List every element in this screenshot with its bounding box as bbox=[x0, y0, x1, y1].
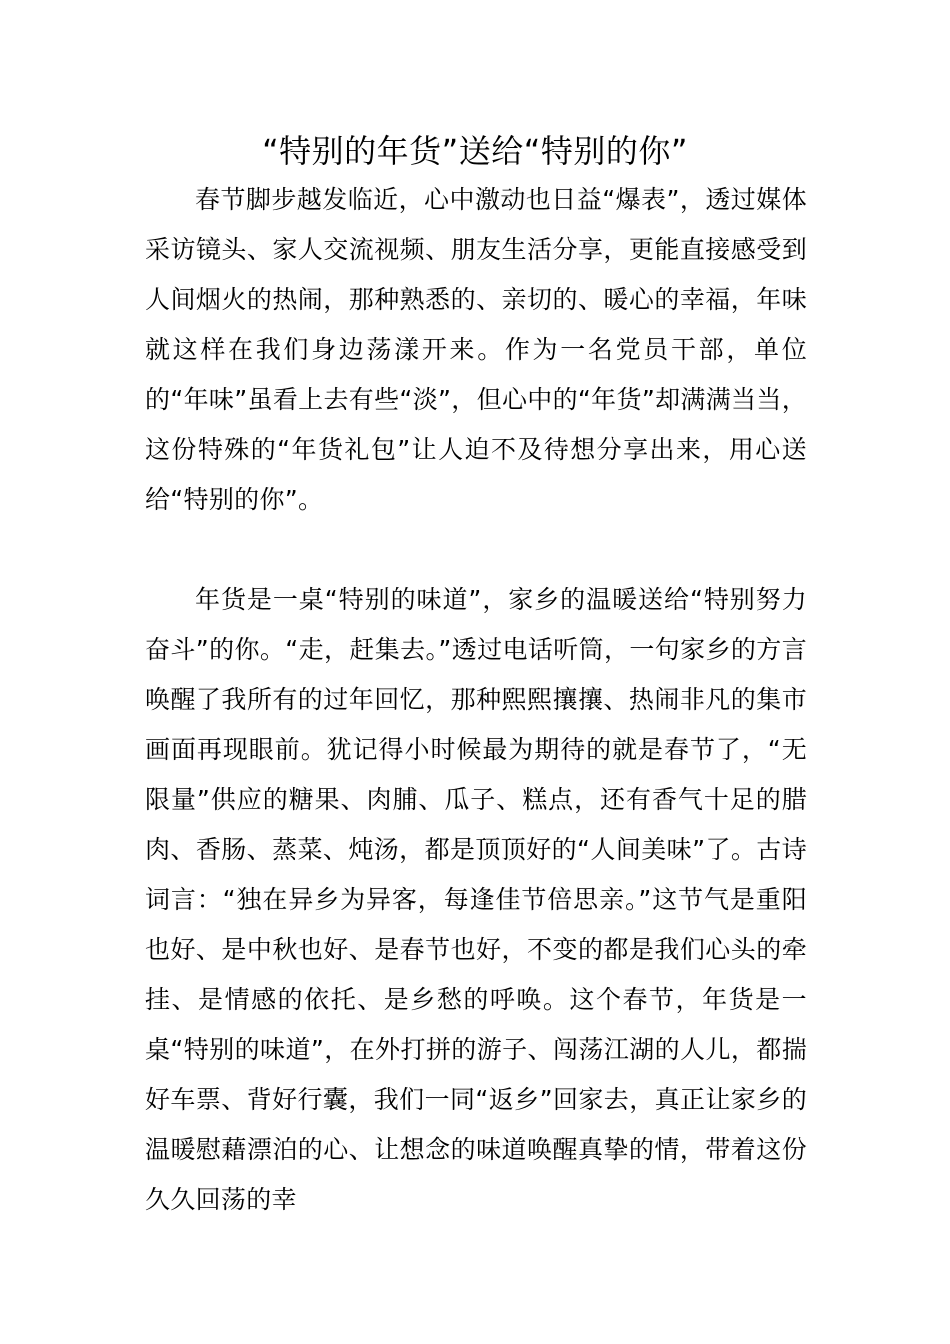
paragraph-1: 春节脚步越发临近，心中激动也日益“爆表”，透过媒体采访镜头、家人交流视频、朋友生活分享，更能直接感受到人间烟火的热闹，那种熟悉的、亲切的、暖心的幸福，年味就这样在我们身边荡漾开来。作为一名党员干部，单位的“年味”虽看上去有些“淡”，但心中的“年货”却满满当当，这份特殊的“年货礼包”让人迫不及待想分享出来，用心送给“特别的你”。 bbox=[145, 185, 807, 514]
document-title: “特别的年货”送给“特别的你” bbox=[262, 132, 688, 170]
paragraph-2: 年货是一桌“特别的味道”，家乡的温暖送给“特别努力奋斗”的你。“走，赶集去。”透过电话听筒，一句家乡的方言唤醒了我所有的过年回忆，那种熙熙攘攘、热闹非凡的集市画面再现眼前。犹记得小时候最为期待的就是春节了，“无限量”供应的糖果、肉脯、瓜子、糕点，还有香气十足的腊肉、香肠、蒸菜、炖汤，都是顶顶好的“人间美味”了。古诗词言：“独在异乡为异客，每逢佳节倍思亲。”这节气是重阳也好、是中秋也好、是春节也好，不变的都是我们心头的牵挂、是情感的依托、是乡愁的呼唤。这个春节，年货是一桌“特别的味道”，在外打拼的游子、闯荡江湖的人儿，都揣好车票、背好行囊，我们一同“返乡”回家去，真正让家乡的温暖慰藉漂泊的心、让想念的味道唤醒真挚的情，带着这份久久回荡的幸 bbox=[145, 585, 807, 1214]
